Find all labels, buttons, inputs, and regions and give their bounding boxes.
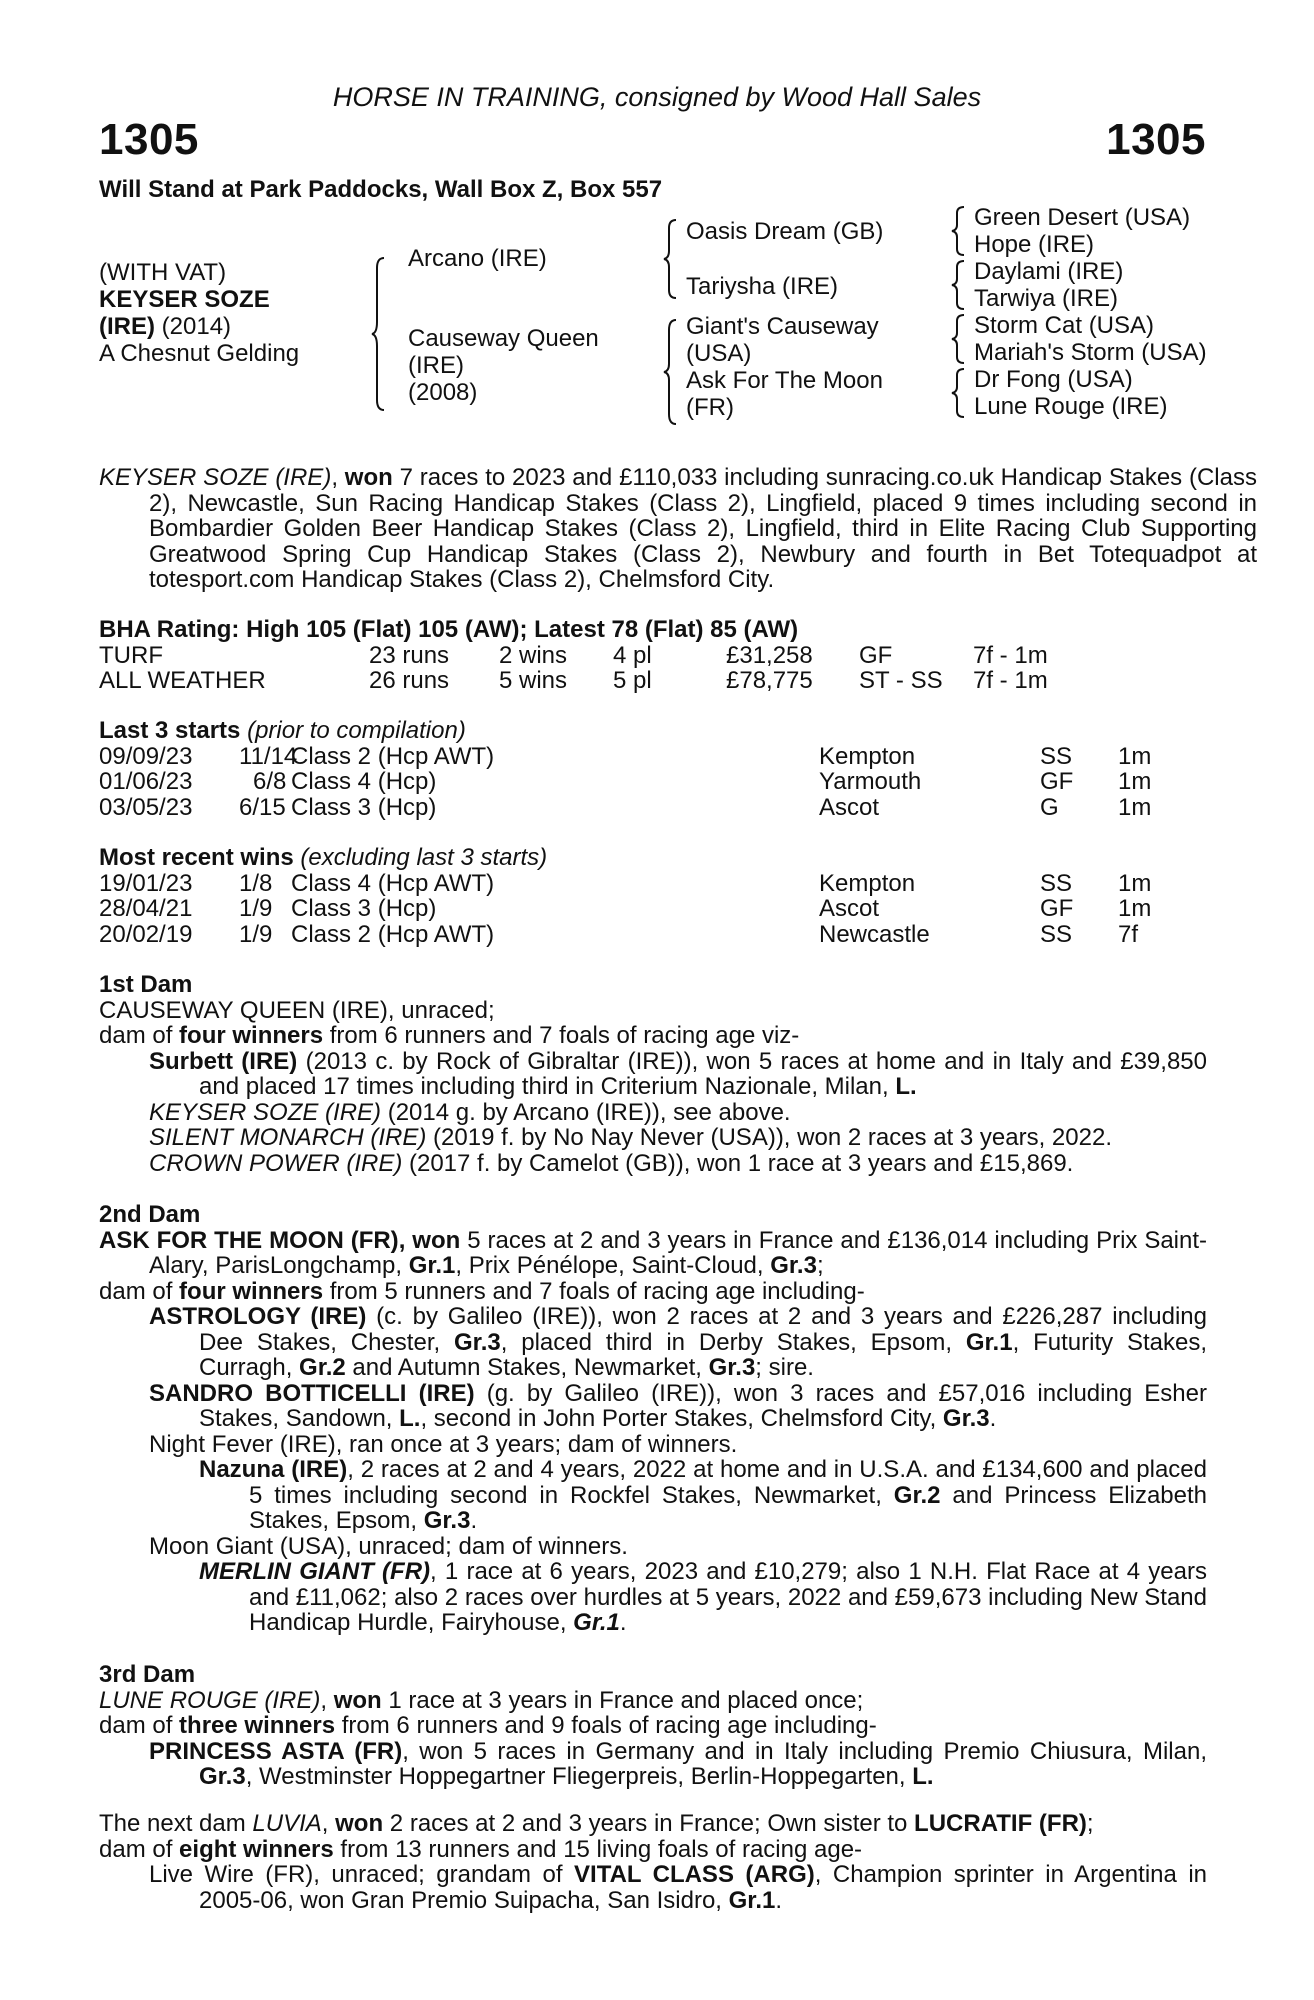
- own-sister: LUCRATIF (FR): [914, 1810, 1087, 1837]
- run-going: GF: [1040, 768, 1074, 795]
- ggsire-3: Storm Cat (USA): [974, 312, 1155, 339]
- pedigree-brace-g1: [952, 205, 966, 257]
- dam-dam-line1: Ask For The Moon: [686, 367, 883, 394]
- dam-of-pre: dam of: [99, 1022, 180, 1049]
- win-race: Class 2 (Hcp AWT): [291, 920, 495, 948]
- dam-of-post: from 6 runners and 7 foals of racing age viz-: [323, 1022, 800, 1049]
- ggdam-4: Lune Rouge (IRE): [974, 393, 1168, 420]
- win-distance: 1m: [1118, 869, 1152, 897]
- text-segment: (g. by Galileo (IRE)), won 3 races and £57,016 including Esher Stakes, Sandown,: [199, 1379, 1207, 1432]
- vat-note: (WITH VAT): [99, 259, 227, 286]
- dam-of-winners: eight winners: [179, 1835, 334, 1863]
- list-item: [99, 1100, 1207, 1126]
- dam-line3: (2008): [408, 379, 478, 406]
- run-distance: 1m: [1118, 742, 1152, 770]
- pedigree-brace-g4: [952, 367, 966, 419]
- second-dam-heading: 2nd Dam: [99, 1201, 201, 1228]
- next-dam-name: LUVIA: [252, 1810, 322, 1837]
- progeny-name: CROWN POWER (IRE): [149, 1149, 403, 1177]
- text-segment: and Autumn Stakes, Newmarket,: [345, 1354, 709, 1381]
- dam-of-pre: dam of: [99, 1277, 180, 1305]
- text-segment: Live Wire (FR), unraced; grandam of: [149, 1861, 575, 1888]
- text-segment: from 13 runners and 15 living foals of racing age-: [333, 1835, 863, 1863]
- third-dam-heading: 3rd Dam: [99, 1661, 196, 1688]
- win-distance: 1m: [1118, 895, 1152, 922]
- win-position: 1/9: [239, 895, 273, 922]
- win-date: 19/01/23: [99, 869, 193, 897]
- text-segment: Gr.3: [708, 1354, 756, 1381]
- dam-of-winners: three winners: [179, 1712, 336, 1739]
- table-row: [99, 922, 1207, 948]
- win-date: 28/04/21: [99, 895, 193, 922]
- progeny-text: (2014 g. by Arcano (IRE)), see above.: [381, 1098, 791, 1126]
- lot-number-right: 1305: [1106, 115, 1206, 164]
- text-segment: Gr.2: [893, 1481, 941, 1509]
- horse-name: KEYSER SOZE: [99, 286, 270, 313]
- progeny-name: VITAL CLASS (ARG): [574, 1861, 815, 1888]
- text-segment: Gr.2: [299, 1354, 346, 1381]
- rating-earnings: £31,258: [726, 641, 813, 669]
- text-segment: ;: [1086, 1810, 1094, 1837]
- rating-wins: 5 wins: [499, 667, 568, 694]
- run-position: 6/15: [239, 793, 286, 821]
- run-date: 03/05/23: [99, 793, 193, 821]
- progeny-text: (2017 f. by Camelot (GB)), won 1 race at 3 years and £15,869.: [402, 1149, 1074, 1177]
- run-race: Class 3 (Hcp): [291, 793, 437, 821]
- progeny-name: MERLIN GIANT (FR): [199, 1558, 431, 1585]
- progeny-name: ASTROLOGY (IRE): [149, 1303, 367, 1330]
- run-course: Ascot: [819, 793, 880, 821]
- second-dam-text: , Prix Pénélope, Saint-Cloud,: [455, 1252, 771, 1279]
- run-race: Class 2 (Hcp AWT): [291, 742, 495, 770]
- text-segment: .: [619, 1609, 627, 1636]
- text-segment: Gr.1: [573, 1609, 620, 1636]
- dam-of-winners: four winners: [179, 1022, 324, 1049]
- win-race: Class 4 (Hcp AWT): [291, 869, 495, 897]
- ggdam-2: Tarwiya (IRE): [974, 285, 1119, 312]
- text-segment: (c. by Galileo (IRE)), won 2 races at 2 and 3 years and £226,287 including Dee Stakes, Chester,: [199, 1303, 1207, 1356]
- list-item: [99, 1304, 1207, 1381]
- text-segment: won: [333, 1686, 382, 1714]
- list-item: [99, 1125, 1207, 1151]
- text-segment: Gr.3: [942, 1405, 990, 1432]
- text-segment: won: [335, 1810, 384, 1837]
- run-position: 6/8: [253, 768, 287, 795]
- table-row: [99, 769, 1207, 795]
- horse-year: (2014): [155, 313, 232, 340]
- rating-surface: ALL WEATHER: [99, 667, 266, 694]
- horse-description: A Chesnut Gelding: [99, 340, 300, 367]
- list-item: [99, 1049, 1207, 1100]
- stand-location: Will Stand at Park Paddocks, Wall Box Z, Box 557: [99, 176, 663, 203]
- win-course: Ascot: [819, 895, 880, 922]
- pedigree-brace-g2: [952, 259, 966, 311]
- text-segment: , placed third in Derby Stakes, Epsom,: [500, 1328, 966, 1356]
- race-grade: Gr.1: [408, 1252, 456, 1279]
- text-segment: Gr.3: [454, 1328, 501, 1356]
- last3-section: [99, 718, 1207, 820]
- race-grade: Gr.3: [770, 1252, 817, 1279]
- ggsire-2: Daylami (IRE): [974, 258, 1124, 285]
- rating-placed: 4 pl: [613, 641, 652, 669]
- dam-dam-line2: (FR): [686, 394, 734, 421]
- list-item: Night Fever (IRE), ran once at 3 years; dam of winners.: [149, 1430, 738, 1458]
- dam-line1: Causeway Queen: [408, 325, 599, 352]
- race-summary: KEYSER SOZE (IRE), won 7 races to 2023 and £110,033 including sunracing.co.uk Handicap Stakes (Class 2), Newcastle, Sun Racing Handicap Stakes (Class 2), Lingfield, placed 9 times including second in Bombardier Golden Beer Handicap Stakes (Class 2), Lingfield, third in Elite Racing Club Supporting Greatwood Spring Cup Handicap Stakes (Class 2), Newbury and fourth in Bet Totequadpot at totesport.com Handicap Stakes (Class 2), Chelmsford City.: [99, 464, 1257, 593]
- run-course: Kempton: [819, 742, 916, 770]
- text-segment: ,: [320, 1686, 334, 1714]
- text-segment: , won 5 races in Germany and in Italy including Premio Chiusura, Milan,: [402, 1737, 1207, 1765]
- dam-sire-line1: Giant's Causeway: [686, 313, 879, 340]
- rating-section: [99, 617, 1207, 694]
- rating-runs: 26 runs: [369, 667, 450, 694]
- text-segment: dam of: [99, 1835, 180, 1863]
- text-segment: dam of: [99, 1712, 180, 1739]
- text-segment: 2 races at 2 and 3 years in France; Own sister to: [383, 1810, 915, 1837]
- win-race: Class 3 (Hcp): [291, 895, 437, 922]
- win-going: SS: [1040, 920, 1073, 948]
- win-position: 1/9: [239, 920, 273, 948]
- horse-name-line2: [99, 313, 231, 340]
- second-dam-text: 5 races at 2 and 3 years in France and £136,014 including Prix Saint-Alary, ParisLongchamp,: [149, 1226, 1208, 1279]
- text-segment: and Princess Elizabeth Stakes, Epsom,: [249, 1481, 1207, 1534]
- dam-of-post: from 5 runners and 7 foals of racing age including-: [323, 1277, 865, 1305]
- rating-runs: 23 runs: [369, 641, 450, 669]
- list-item: [99, 1739, 1207, 1790]
- text-segment: Gr.3: [423, 1507, 471, 1534]
- table-row: [99, 896, 1207, 922]
- ggsire-4: Dr Fong (USA): [974, 366, 1133, 393]
- pedigree-brace-main: [372, 256, 388, 412]
- list-item: [99, 1559, 1207, 1636]
- first-dam-heading: 1st Dam: [99, 971, 193, 998]
- last3-heading: Last 3 starts: [99, 717, 241, 744]
- second-dam-section: [99, 1202, 1207, 1636]
- text-segment: ,: [321, 1810, 336, 1837]
- dam-of-winners: four winners: [179, 1277, 324, 1305]
- recent-note: (excluding last 3 starts): [293, 844, 548, 871]
- ggsire-1: Green Desert (USA): [974, 204, 1191, 231]
- dam-sire-line2: (USA): [686, 340, 752, 367]
- text-segment: 1 race at 3 years in France and placed once;: [381, 1686, 864, 1714]
- text-segment: .: [989, 1405, 997, 1432]
- rating-row-turf: [99, 643, 1207, 669]
- sire-dam: Tariysha (IRE): [686, 273, 839, 300]
- run-race: Class 4 (Hcp): [291, 768, 437, 795]
- lot-number-left: 1305: [99, 115, 199, 164]
- table-row: [99, 871, 1207, 897]
- run-going: SS: [1040, 742, 1073, 770]
- recent-wins-section: [99, 845, 1207, 947]
- table-row: [99, 744, 1207, 770]
- text-segment: ; sire.: [755, 1354, 814, 1381]
- text-segment: .: [470, 1507, 478, 1534]
- run-distance: 1m: [1118, 793, 1152, 821]
- summary-won: won: [344, 464, 393, 491]
- first-dam-section: [99, 972, 1207, 1176]
- first-dam-line: CAUSEWAY QUEEN (IRE), unraced;: [99, 996, 495, 1024]
- rating-going: GF: [859, 641, 893, 669]
- text-segment: , 1 race at 6 years, 2023 and £10,279; also 1 N.H. Flat Race at 4 years and £11,062; also 2 races over hurdles at 5 years, 2022 and £59,673 including New Stand Handicap Hurdle, Fairyhouse,: [249, 1558, 1207, 1636]
- win-going: SS: [1040, 869, 1073, 897]
- rating-going: ST - SS: [859, 667, 943, 694]
- text-segment: .: [775, 1886, 783, 1914]
- ggdam-3: Mariah's Storm (USA): [974, 339, 1207, 366]
- text-segment: , Westminster Hoppegartner Fliegerpreis, Berlin-Hoppegarten,: [245, 1763, 913, 1790]
- table-row: [99, 795, 1207, 821]
- progeny-name: PRINCESS ASTA (FR): [149, 1737, 403, 1765]
- sire: Arcano (IRE): [408, 245, 547, 272]
- second-dam-name: ASK FOR THE MOON (FR): [99, 1226, 399, 1254]
- rating-wins: 2 wins: [499, 641, 568, 669]
- win-going: GF: [1040, 895, 1074, 922]
- win-date: 20/02/19: [99, 920, 193, 948]
- rating-distance: 7f - 1m: [973, 641, 1048, 669]
- pedigree-brace-sire: [664, 218, 678, 300]
- progeny-text: (2019 f. by No Nay Never (USA)), won 2 races at 3 years, 2022.: [426, 1124, 1112, 1151]
- run-date: 01/06/23: [99, 768, 193, 795]
- pedigree-brace-dam: [664, 318, 678, 426]
- text-segment: L.: [912, 1763, 934, 1790]
- punctuation: ;: [816, 1252, 824, 1279]
- run-course: Yarmouth: [819, 768, 922, 795]
- run-date: 09/09/23: [99, 742, 193, 770]
- ggdam-1: Hope (IRE): [974, 231, 1095, 258]
- rating-row-aw: [99, 668, 1207, 694]
- text-segment: , Champion sprinter in Argentina in 2005-06, won Gran Premio Suipacha, San Isidro,: [199, 1861, 1208, 1914]
- recent-heading: Most recent wins: [99, 844, 294, 871]
- last3-note: (prior to compilation): [240, 717, 466, 744]
- text-segment: Gr.1: [728, 1886, 776, 1914]
- win-distance: 7f: [1118, 920, 1139, 948]
- rating-surface: TURF: [99, 641, 163, 669]
- rating-earnings: £78,775: [726, 667, 813, 694]
- text-segment: , 2 races at 2 and 4 years, 2022 at home and in U.S.A. and £134,600 and placed 5 times including second in Rockfel Stakes, Newmarket,: [249, 1456, 1207, 1509]
- progeny-name: KEYSER SOZE (IRE): [149, 1098, 382, 1126]
- rating-distance: 7f - 1m: [973, 667, 1048, 694]
- run-distance: 1m: [1118, 768, 1152, 795]
- third-dam-name: LUNE ROUGE (IRE): [99, 1686, 321, 1714]
- list-item: Moon Giant (USA), unraced; dam of winners.: [149, 1532, 628, 1560]
- list-item: [99, 1457, 1207, 1534]
- dam-line2: (IRE): [408, 352, 464, 379]
- text-segment: , Futurity Stakes, Curragh,: [199, 1328, 1208, 1381]
- text-segment: Gr.3: [199, 1763, 246, 1790]
- pedigree-brace-g3: [952, 313, 966, 365]
- run-position: 11/14: [239, 742, 298, 770]
- list-item: [99, 1862, 1207, 1913]
- progeny-name: Surbett (IRE): [149, 1047, 298, 1075]
- race-grade: L.: [895, 1073, 917, 1100]
- win-course: Newcastle: [819, 920, 930, 948]
- list-item: [99, 1381, 1207, 1432]
- run-going: G: [1040, 793, 1059, 821]
- win-position: 1/8: [239, 869, 273, 897]
- third-dam-section: [99, 1662, 1207, 1790]
- text-segment: from 6 runners and 9 foals of racing age including-: [335, 1712, 877, 1739]
- sire-sire: Oasis Dream (GB): [686, 218, 884, 245]
- text-segment: L.: [399, 1405, 421, 1432]
- summary-text: 7 races to 2023 and £110,033 including sunracing.co.uk Handicap Stakes (Class 2), Newcastle, Sun Racing Handicap Stakes (Class 2), Lingfield, placed 9 times including second in Bombardier Golden Beer Handicap Stakes (Class 2), Lingfield, third in Elite Racing Club Supporting Greatwood Spring Cup Handicap Stakes (Class 2), Newbury and fourth in Bet Totequadpot at totesport.com Handicap Stakes (Class 2), Chelmsford City.: [149, 464, 1257, 593]
- progeny-name: SANDRO BOTTICELLI (IRE): [149, 1379, 475, 1407]
- win-course: Kempton: [819, 869, 916, 897]
- text-segment: The next dam: [99, 1810, 253, 1837]
- list-item: [99, 1151, 1207, 1177]
- summary-horse-name: KEYSER SOZE (IRE): [99, 464, 332, 491]
- progeny-name: SILENT MONARCH (IRE): [149, 1124, 427, 1151]
- text-segment: Gr.1: [965, 1328, 1013, 1356]
- progeny-name: Nazuna (IRE): [199, 1456, 348, 1483]
- progeny-text: (2013 c. by Rock of Gibraltar (IRE)), won 5 races at home and in Italy and £39,850 and placed 17 times including third in Criterium Nazionale, Milan,: [199, 1047, 1207, 1100]
- second-dam-won: , won: [398, 1226, 461, 1254]
- consignment-header: HORSE IN TRAINING, consigned by Wood Hall Sales: [332, 82, 982, 112]
- rating-heading: BHA Rating: High 105 (Flat) 105 (AW); Latest 78 (Flat) 85 (AW): [99, 616, 799, 643]
- rating-placed: 5 pl: [613, 667, 652, 694]
- horse-country: (IRE): [99, 313, 155, 340]
- text-segment: , second in John Porter Stakes, Chelmsford City,: [420, 1405, 943, 1432]
- next-dam-section: [99, 1811, 1207, 1913]
